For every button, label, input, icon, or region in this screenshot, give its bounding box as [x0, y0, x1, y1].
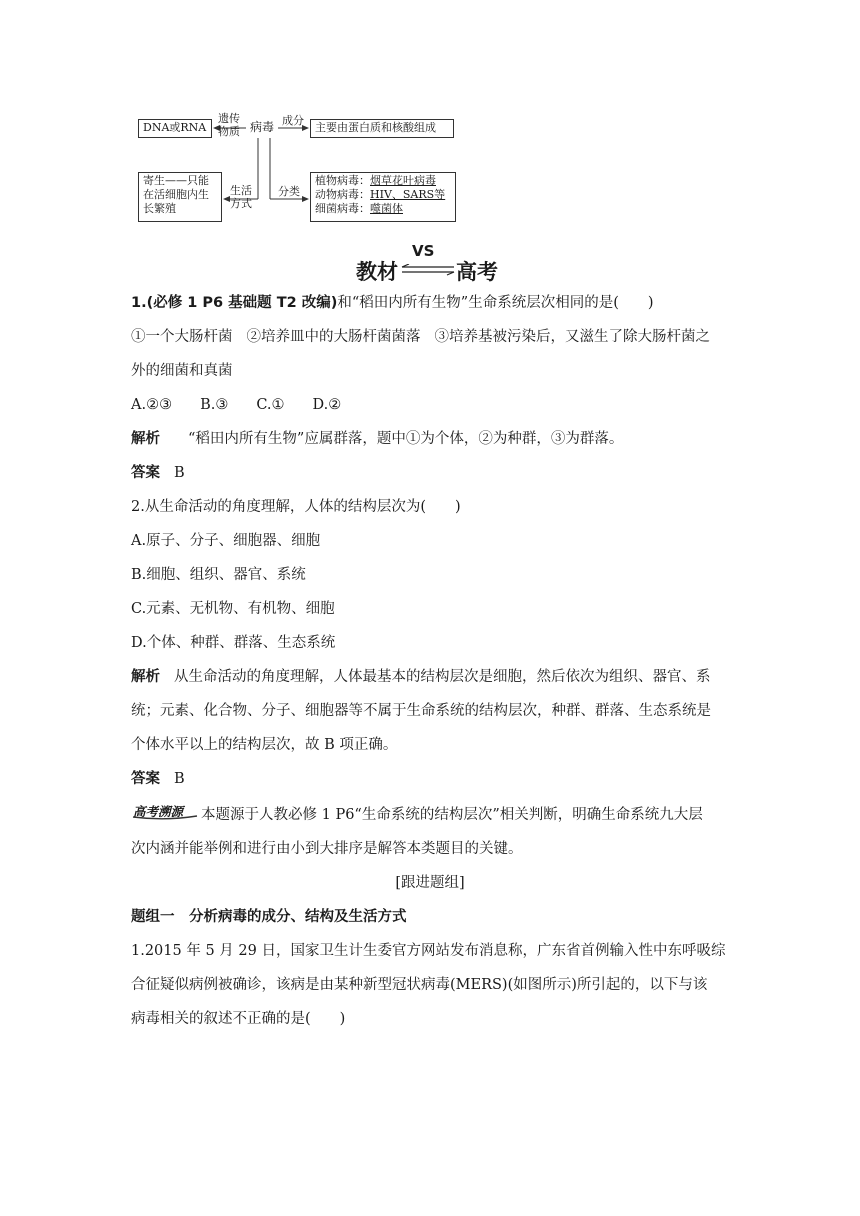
q1-stem [131, 293, 654, 313]
label-genetic-line1: 遗传 [218, 112, 240, 125]
label-component: 成分 [282, 114, 304, 127]
textbook-vs-exam-heading [356, 242, 506, 284]
q2-answer-value: B [174, 771, 185, 787]
trace-text-line1: 本题源于人教必修 1 P6“生命系统的结构层次”相关判断，明确生命系统九大层 [201, 807, 703, 823]
class-bacteria [315, 202, 451, 216]
class-plant-prefix: 植物病毒： [315, 174, 370, 187]
q1-choice-c: C.① [256, 397, 285, 413]
q1-opt3-continued: 外的细菌和真菌 [131, 363, 233, 379]
label-classification: 分类 [278, 185, 300, 198]
label-life-mode [226, 184, 256, 210]
class-plant-example: 烟草花叶病毒 [370, 174, 436, 187]
q1-choice-d: D.② [312, 397, 342, 413]
parasite-line1: 寄生——只能 [143, 174, 209, 187]
q2-analysis-text1: 从生命活动的角度理解，人体最基本的结构层次是细胞，然后依次为组织、器官、系 [174, 669, 711, 685]
q1-opt1: ①一个大肠杆菌 [131, 329, 233, 345]
box-genetic-material: DNA或RNA [138, 119, 212, 138]
parasite-line2: 在活细胞内生 [143, 188, 209, 201]
q1-stem-text: 和“稻田内所有生物”生命系统层次相同的是( ) [337, 295, 654, 311]
q1-analysis-text: “稻田内所有生物”应属群落，题中①为个体，②为种群，③为群落。 [188, 431, 624, 447]
class-bacteria-prefix: 细菌病毒： [315, 202, 370, 215]
q2-answer [131, 769, 185, 789]
q2-analysis-line1 [131, 667, 711, 687]
class-animal [315, 188, 451, 202]
follow-q1-line2: 合征疑似病例被确诊，该病是由某种新型冠状病毒(MERS)(如图所示)所引起的，以下与该 [131, 977, 708, 993]
double-arrow-icon [400, 264, 456, 276]
heading-right: 高考 [456, 260, 498, 284]
exam-trace-badge [131, 802, 199, 820]
heading-left: 教材 [356, 260, 398, 284]
q2-answer-label: 答案 [131, 771, 160, 787]
group-one-title: 题组一 分析病毒的成分、结构及生活方式 [131, 909, 407, 925]
label-genetic-line2: 物质 [218, 125, 240, 138]
q1-choice-b: B.③ [200, 397, 229, 413]
class-plant [315, 174, 451, 188]
q1-answer [131, 463, 185, 483]
q2-analysis-line3: 个体水平以上的结构层次，故 B 项正确。 [131, 737, 398, 753]
q1-options-line [131, 327, 710, 347]
label-life-line1: 生活 [230, 184, 252, 197]
trace-text-line2: 次内涵并能举例和进行由小到大排序是解答本类题目的关键。 [131, 841, 523, 857]
q1-source: 1.(必修 1 P6 基础题 T2 改编) [131, 295, 338, 311]
box-classification [310, 172, 456, 222]
class-animal-example: HIV、SARS等 [370, 188, 446, 201]
virus-center-label: 病毒 [249, 120, 274, 134]
q2-analysis-label: 解析 [131, 669, 160, 685]
q2-option-a: A.原子、分子、细胞器、细胞 [131, 533, 321, 549]
q1-choices [131, 395, 341, 415]
follow-up-title: [跟进题组] [395, 875, 465, 891]
follow-q1-line1: 1.2015 年 5 月 29 日，国家卫生计生委官方网站发布消息称，广东省首例输入性中东呼吸综 [131, 943, 726, 959]
label-life-line2: 方式 [230, 197, 252, 210]
q2-option-d: D.个体、种群、群落、生态系统 [131, 635, 336, 651]
follow-q1-line3: 病毒相关的叙述不正确的是( ) [131, 1011, 346, 1027]
heading-vs: VS [412, 242, 435, 260]
label-genetic-material [214, 112, 244, 138]
q1-analysis-label: 解析 [131, 431, 160, 447]
q2-option-b: B.细胞、组织、器官、系统 [131, 567, 306, 583]
box-parasitic-life [138, 172, 222, 222]
class-animal-prefix: 动物病毒： [315, 188, 370, 201]
q2-option-c: C.元素、无机物、有机物、细胞 [131, 601, 335, 617]
q2-stem: 2.从生命活动的角度理解，人体的结构层次为( ) [131, 499, 461, 515]
q1-answer-label: 答案 [131, 465, 160, 481]
parasite-line3: 长繁殖 [143, 202, 176, 215]
q1-answer-value: B [174, 465, 185, 481]
q1-opt2: ②培养皿中的大肠杆菌菌落 [246, 329, 421, 345]
q1-analysis [131, 429, 623, 449]
q2-analysis-line2: 统；元素、化合物、分子、细胞器等不属于生命系统的结构层次，种群、群落、生态系统是 [131, 703, 711, 719]
q1-choice-a: A.②③ [131, 397, 173, 413]
class-bacteria-example: 噬菌体 [370, 202, 403, 215]
badge-label: 高考溯源 [133, 804, 184, 819]
q1-opt3: ③培养基被污染后，又滋生了除大肠杆菌之 [434, 329, 710, 345]
box-component: 主要由蛋白质和核酸组成 [310, 119, 454, 138]
